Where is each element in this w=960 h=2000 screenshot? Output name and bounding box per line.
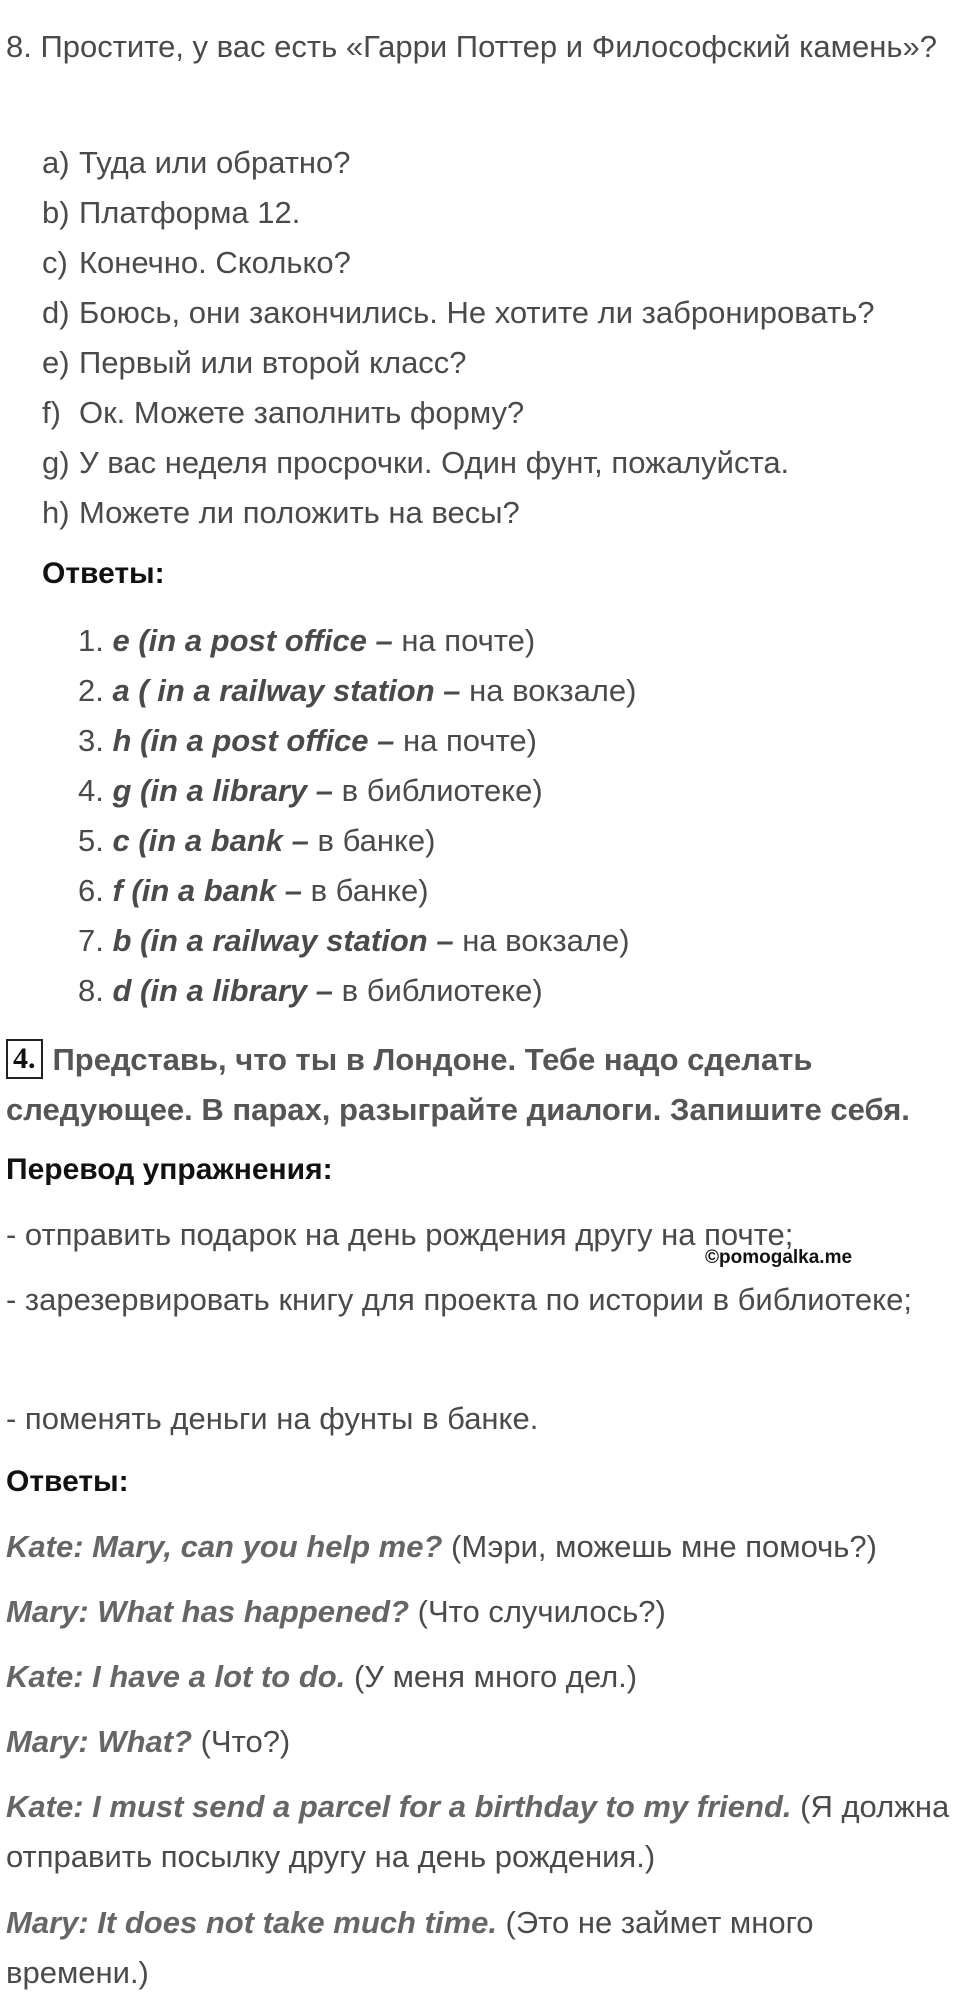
answer-english: d (in a library – [112, 973, 333, 1008]
translation-line: - зарезервировать книгу для проекта по истории в библиотеке; [6, 1282, 912, 1317]
task-4 [6, 1035, 956, 1135]
answer-number: 6. [78, 873, 104, 908]
option-text: Первый или второй класс? [79, 345, 467, 380]
option-item [42, 438, 952, 488]
option-text: Ок. Можете заполнить форму? [79, 395, 525, 430]
answer-item [78, 716, 636, 766]
answer-item [78, 916, 636, 966]
dialogue-russian: (Что случилось?) [409, 1594, 666, 1629]
answer-number: 7. [78, 923, 104, 958]
option-item [42, 188, 952, 238]
dialogue-russian: (Я должна отправить посылку другу на день рождения.) [6, 1789, 950, 1874]
option-letter: d) [42, 295, 70, 330]
option-letter: g) [42, 445, 70, 480]
dialogue-line [6, 1898, 956, 1998]
answer-russian: в библиотеке) [333, 773, 543, 808]
option-text: Боюсь, они закончились. Не хотите ли забронировать? [79, 295, 875, 330]
dialogue-line [6, 1782, 956, 1882]
answer-english: a ( in a railway station – [112, 673, 461, 708]
answers-list [78, 616, 636, 1016]
option-text: Конечно. Сколько? [79, 245, 351, 280]
option-item [42, 338, 952, 388]
answer-english: c (in a bank – [112, 823, 309, 858]
option-letter: e) [42, 345, 70, 380]
translation-line: - поменять деньги на фунты в банке. [6, 1401, 539, 1436]
answer-russian: на почте) [392, 623, 536, 658]
answer-english: h (in a post office – [112, 723, 395, 758]
dialogue-english: Kate: I must send a parcel for a birthday to my friend. [6, 1789, 792, 1824]
answer-number: 5. [78, 823, 104, 858]
dialogue-russian: (Мэри, можешь мне помочь?) [442, 1529, 877, 1564]
answer-item [78, 616, 636, 666]
option-item [42, 488, 952, 538]
answer-item [78, 966, 636, 1016]
answer-russian: на вокзале) [460, 673, 637, 708]
answer-english: f (in a bank – [112, 873, 302, 908]
answer-number: 8. [78, 973, 104, 1008]
answer-item [78, 816, 636, 866]
answer-item [78, 766, 636, 816]
dialogue-line [6, 1717, 956, 1767]
answer-number: 3. [78, 723, 104, 758]
dialogue-english: Kate: Mary, can you help me? [6, 1529, 443, 1564]
answer-number: 2. [78, 673, 104, 708]
answer-english: b (in a railway station – [112, 923, 454, 958]
option-letter: a) [42, 145, 70, 180]
dialogue-english: Mary: It does not take much time. [6, 1905, 497, 1940]
dialogue-english: Mary: What has happened? [6, 1594, 410, 1629]
question-8: 8. Простите, у вас есть «Гарри Поттер и Философский камень»? [6, 29, 937, 64]
watermark: ©pomogalka.me [705, 1247, 853, 1268]
answer-russian: в библиотеке) [333, 973, 543, 1008]
dialogue-line [6, 1652, 956, 1702]
dialogue-line [6, 1587, 956, 1637]
option-item [42, 238, 952, 288]
dialogue-line [6, 1522, 956, 1572]
option-letter: f) [42, 395, 61, 430]
option-text: Платформа 12. [79, 195, 301, 230]
options-list [42, 138, 952, 538]
answer-number: 4. [78, 773, 104, 808]
option-item [42, 388, 952, 438]
option-text: Туда или обратно? [79, 145, 351, 180]
answer-russian: в банке) [301, 873, 429, 908]
dialogue-russian: (Это не займет много времени.) [6, 1905, 814, 1990]
translation-heading: Перевод упражнения: [6, 1153, 333, 1186]
dialogue-english: Mary: What? [6, 1724, 192, 1759]
option-item [42, 288, 952, 338]
answer-russian: на почте) [394, 723, 537, 758]
dialogue-russian: (Что?) [192, 1724, 291, 1759]
option-letter: h) [42, 495, 70, 530]
option-item [42, 138, 952, 188]
answer-item [78, 666, 636, 716]
option-letter: c) [42, 245, 68, 280]
option-letter: b) [42, 195, 70, 230]
answers-heading: Ответы: [42, 557, 165, 590]
option-text: Можете ли положить на весы? [79, 495, 520, 530]
dialogue-english: Kate: I have a lot to do. [6, 1659, 346, 1694]
translation-line: - отправить подарок на день рождения другу на почте; [6, 1217, 794, 1252]
dialogue-russian: (У меня много дел.) [345, 1659, 638, 1694]
answer-english: g (in a library – [112, 773, 333, 808]
answer-item [78, 866, 636, 916]
answers-heading: Ответы: [6, 1465, 129, 1498]
option-text: У вас неделя просрочки. Один фунт, пожалуйста. [79, 445, 790, 480]
task-number-box: 4. [6, 1039, 43, 1079]
answer-russian: на вокзале) [453, 923, 630, 958]
answer-russian: в банке) [308, 823, 436, 858]
answer-number: 1. [78, 623, 104, 658]
task-text: Представь, что ты в Лондоне. Тебе надо сделать следующее. В парах, разыграйте диалоги. Запишите себя. [6, 1042, 910, 1127]
answer-english: e (in a post office – [112, 623, 393, 658]
